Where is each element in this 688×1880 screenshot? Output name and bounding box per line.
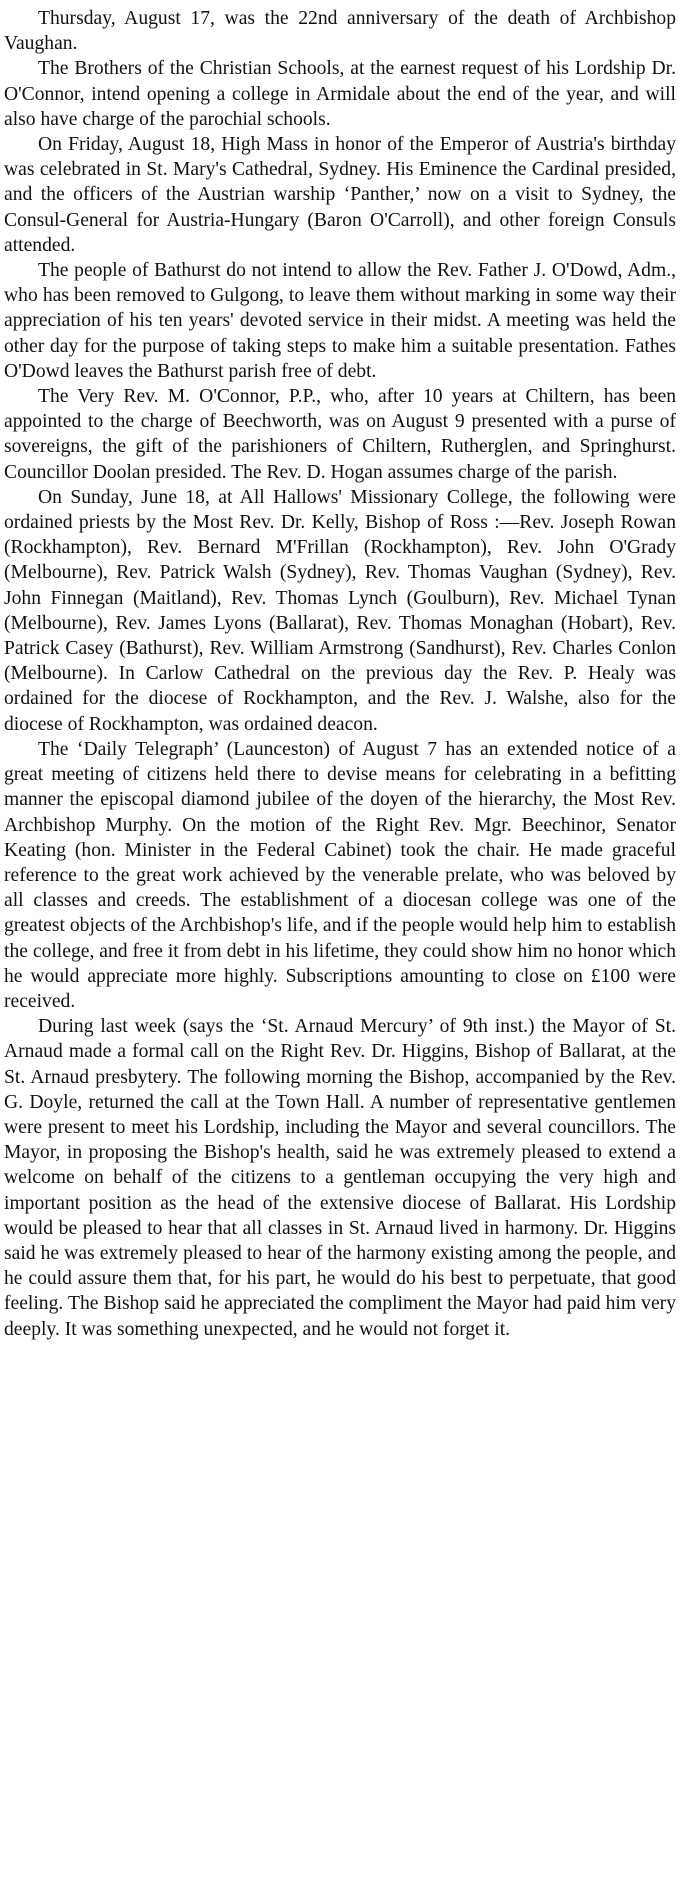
paragraph-austrian-emperor-mass: On Friday, August 18, High Mass in honor of the Emperor of Austria's birthday was celebrated in St. Mary's Cathedral, Sydney. His Eminence the Cardinal presided, and the officers of the Austrian warship ‘Panther,’ now on a visit to Sydney, the Consul-General for Austria-Hungary (Baron O'Carroll), and other foreign Consuls attended. xyxy=(4,134,676,256)
paragraph-bathurst-odowd: The people of Bathurst do not intend to allow the Rev. Father J. O'Dowd, Adm., who has been removed to Gulgong, to leave them without marking in some way their appreciation of his ten years' devoted service in their midst. A meeting was held the other day for the purpose of taking steps to make him a suitable presentation. Fathes O'Dowd leaves the Bathurst parish free of debt. xyxy=(4,260,676,382)
paragraph-launceston-jubilee: The ‘Daily Telegraph’ (Launceston) of August 7 has an extended notice of a great meeting of citizens held there to devise means for celebrating in a befitting manner the episcopal diamond jubilee of the doyen of the hierarchy, the Most Rev. Archbishop Murphy. On the motion of the Right Rev. Mgr. Beechinor, Senator Keating (hon. Minister in the Federal Cabinet) took the chair. He made graceful reference to the great work achieved by the venerable prelate, who was beloved by all classes and creeds. The establishment of a diocesan college was one of the greatest objects of the Archbishop's life, and if the people would help him to establish the college, and free it from debt in his lifetime, they could show him no honor which he would appreciate more highly. Subscriptions amounting to close on £100 were received. xyxy=(4,738,676,1012)
paragraph-chiltern-oconnor: The Very Rev. M. O'Connor, P.P., who, after 10 years at Chiltern, has been appointed to the charge of Beechworth, was on August 9 presented with a purse of sovereigns, the gift of the parishioners of Chiltern, Rutherglen, and Springhurst. Councillor Doolan presided. The Rev. D. Hogan assumes charge of the parish. xyxy=(4,386,676,483)
paragraph-armidale-college: The Brothers of the Christian Schools, at the earnest request of his Lordship Dr. O'Connor, intend opening a college in Armidale about the end of the year, and will also have charge of the parochial schools. xyxy=(4,58,676,130)
paragraph-vaughan-anniversary: Thursday, August 17, was the 22nd anniversary of the death of Archbishop Vaughan. xyxy=(4,8,676,55)
paragraph-all-hallows-ordinations: On Sunday, June 18, at All Hallows' Missionary College, the following were ordained priests by the Most Rev. Dr. Kelly, Bishop of Ross :—Rev. Joseph Rowan (Rockhampton), Rev. Bernard M'Frillan (Rockhampton), Rev. John O'Grady (Melbourne), Rev. Patrick Walsh (Sydney), Rev. Thomas Vaughan (Sydney), Rev. John Finnegan (Maitland), Rev. Thomas Lynch (Goulburn), Rev. Michael Tynan (Melbourne), Rev. James Lyons (Ballarat), Rev. Thomas Monaghan (Hobart), Rev. Patrick Casey (Bathurst), Rev. William Armstrong (Sandhurst), Rev. Charles Conlon (Melbourne). In Carlow Cathedral on the previous day the Rev. P. Healy was ordained for the diocese of Rockhampton, and the Rev. J. Walshe, also for the diocese of Rockhampton, was ordained deacon. xyxy=(4,486,676,735)
paragraph-st-arnaud-mayor: During last week (says the ‘St. Arnaud Mercury’ of 9th inst.) the Mayor of St. Arnaud made a formal call on the Right Rev. Dr. Higgins, Bishop of Ballarat, at the St. Arnaud presbytery. The following morning the Bishop, accompanied by the Rev. G. Doyle, returned the call at the Town Hall. A number of representative gentlemen were present to meet his Lordship, including the Mayor and several councillors. The Mayor, in proposing the Bishop's health, said he was extremely pleased to extend a welcome on behalf of the citizens to a gentleman occupying the very high and important position as the head of the extensive diocese of Ballarat. His Lordship would be pleased to hear that all classes in St. Arnaud lived in harmony. Dr. Higgins said he was extremely pleased to hear of the harmony existing among the people, and he could assure them that, for his part, he would do his best to perpetuate, that good feeling. The Bishop said he appreciated the compliment the Mayor had paid him very deeply. It was something unexpected, and he would not forget it. xyxy=(4,1016,676,1340)
